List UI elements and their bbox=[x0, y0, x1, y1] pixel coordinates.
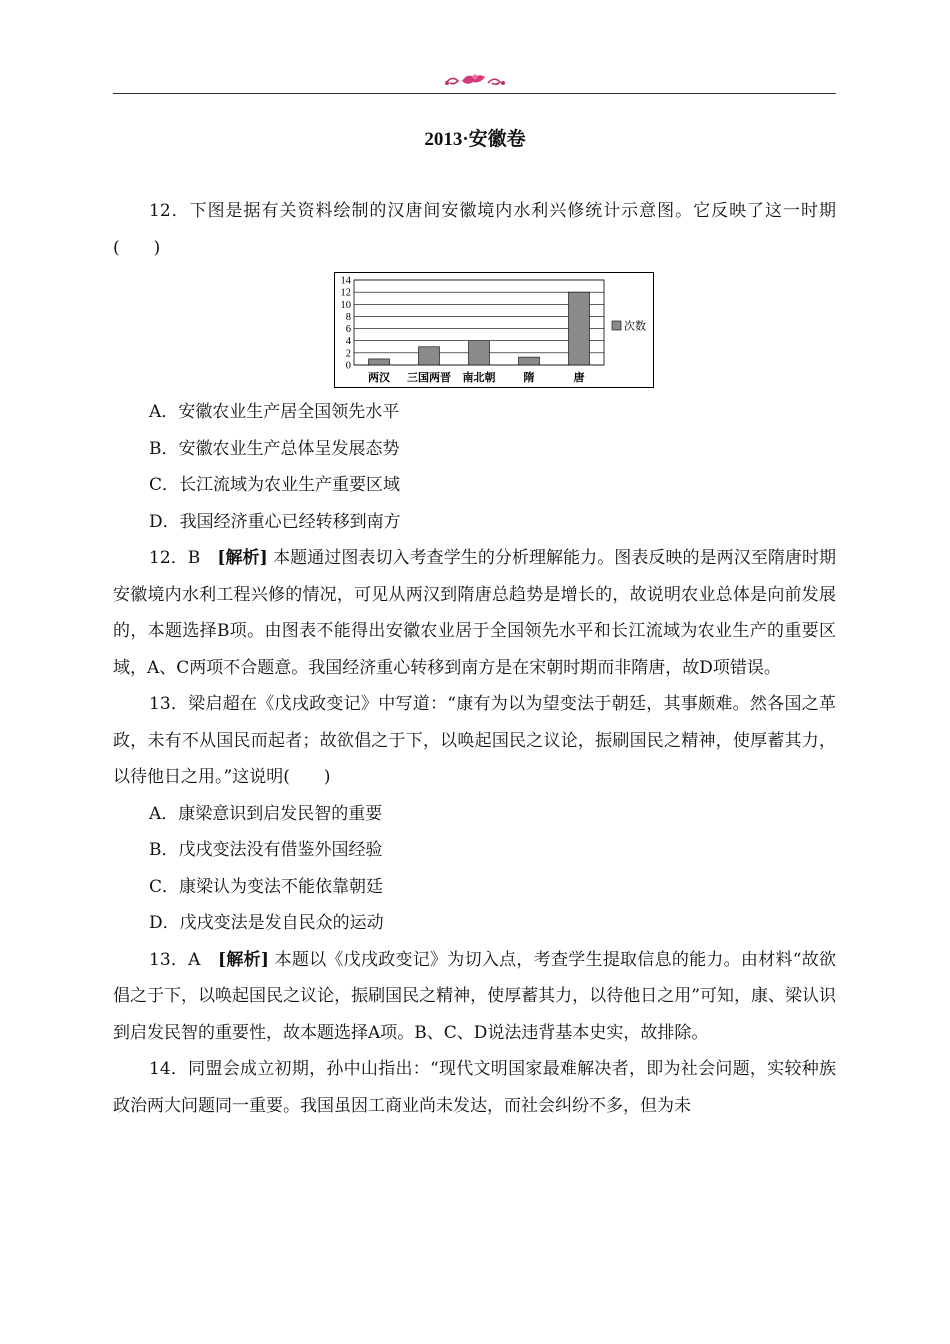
page-title: 2013·安徽卷 bbox=[424, 129, 526, 150]
q12-option-c: C．长江流域为农业生产重要区域 bbox=[149, 475, 401, 495]
chart-frame bbox=[335, 273, 654, 388]
header-ornament bbox=[442, 71, 508, 91]
q12-analysis-text: 本题通过图表切入考查学生的分析理解能力。图表反映的是两汉至隋唐时期安徽境内水利工程兴修的情况，可见从两汉到隋唐总趋势是增长的，故说明农业总体是向前发展的，本题选择B项。由图表不能得出安徽农业居于全国领先水平和长江流域为农业生产的重要区域，A、C两项不合题意。我国经济重心转移到南方是在宋朝时期而非隋唐，故D项错误。 bbox=[113, 548, 837, 678]
q12-analysis bbox=[113, 540, 836, 686]
q12-option-a: A．安徽农业生产居全国领先水平 bbox=[149, 402, 400, 422]
y-tick-label: 10 bbox=[340, 299, 351, 311]
y-tick-label: 8 bbox=[345, 311, 351, 323]
q13-stem: 13．梁启超在《戊戌政变记》中写道：“康有为以为望变法于朝廷，其事颇难。然各国之革政，未有不从国民而起者；故欲倡之于下，以唤起国民之议论，振刷国民之精神，使厚蓄其力，以待他日之用。”这说明( ) bbox=[113, 694, 836, 787]
x-category-label: 三国两晋 bbox=[407, 372, 451, 384]
bar-3 bbox=[519, 357, 540, 365]
y-tick-label: 2 bbox=[345, 348, 351, 360]
q13-analysis-text: 本题以《戊戌政变记》为切入点，考查学生提取信息的能力。由材料“故欲倡之于下，以唤起国民之议论，振刷国民之精神，使厚蓄其力，以待他日之用”可知，康、梁认识到启发民智的重要性，故本题选择A项。B、C、D说法违背基本史实，故排除。 bbox=[113, 949, 836, 1043]
bar-0 bbox=[369, 359, 390, 365]
q12-analysis-tag: [解析] bbox=[217, 548, 268, 568]
chart-container bbox=[113, 266, 836, 394]
q13-analysis bbox=[113, 942, 836, 1052]
q13-option-b: B．戊戌变法没有借鉴外国经验 bbox=[149, 840, 383, 860]
x-category-label: 唐 bbox=[573, 372, 585, 384]
header-rule bbox=[113, 93, 836, 94]
y-tick-label: 0 bbox=[345, 360, 351, 372]
legend-swatch bbox=[612, 321, 621, 330]
q13-option-a: A．康梁意识到启发民智的重要 bbox=[149, 803, 383, 824]
water-works-chart bbox=[334, 272, 654, 388]
legend-label: 次数 bbox=[624, 320, 646, 333]
y-tick-label: 6 bbox=[345, 324, 351, 336]
y-tick-label: 14 bbox=[340, 275, 351, 287]
q13-answer: 13．A bbox=[149, 949, 218, 970]
q12-option-b: B．安徽农业生产总体呈发展态势 bbox=[149, 438, 400, 459]
y-tick-label: 4 bbox=[345, 336, 351, 348]
q13-analysis-tag: [解析] bbox=[218, 949, 269, 970]
x-category-label: 南北朝 bbox=[462, 372, 496, 384]
x-category-label: 两汉 bbox=[368, 372, 390, 384]
q12-option-d: D．我国经济重心已经转移到南方 bbox=[149, 511, 401, 532]
x-category-label: 隋 bbox=[523, 372, 535, 384]
q13-option-d: D．戊戌变法是发自民众的运动 bbox=[149, 913, 384, 933]
q14-stem: 14．同盟会成立初期，孙中山指出：“现代文明国家最难解决者，即为社会问题，实较种族政治两大问题同一重要。我国虽因工商业尚未发达，而社会纠纷不多，但为未 bbox=[113, 1059, 836, 1116]
content bbox=[113, 193, 836, 1124]
bar-1 bbox=[419, 347, 440, 365]
y-tick-label: 12 bbox=[340, 287, 351, 299]
bar-4 bbox=[569, 292, 590, 365]
bar-2 bbox=[469, 341, 490, 365]
q12-answer: 12．B bbox=[149, 548, 218, 568]
q13-option-c: C．康梁认为变法不能依靠朝廷 bbox=[149, 876, 384, 897]
q12-stem: 12．下图是据有关资料绘制的汉唐间安徽境内水利兴修统计示意图。它反映了这一时期( ) bbox=[113, 201, 836, 258]
